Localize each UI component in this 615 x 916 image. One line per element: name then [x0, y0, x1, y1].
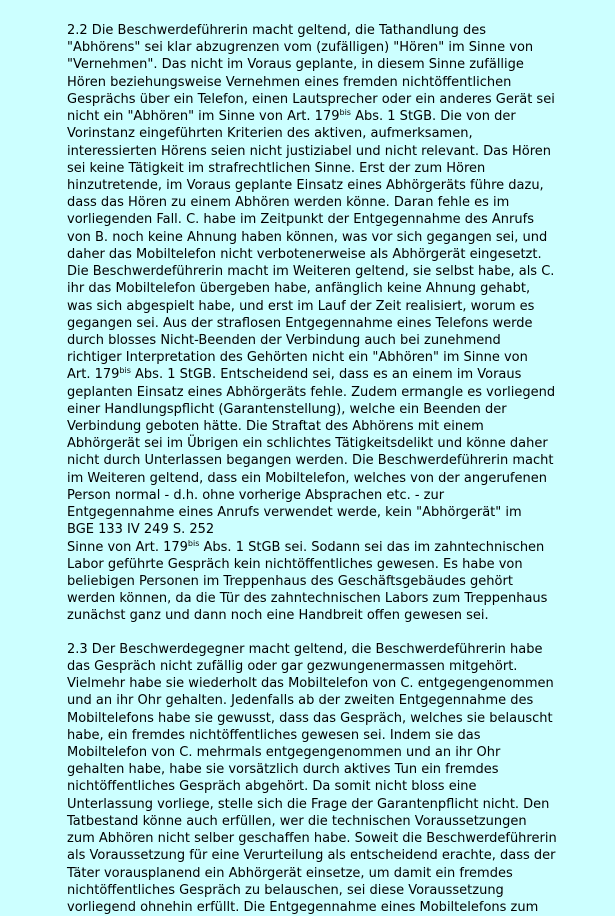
text-line: vorliegend ohnehin erfüllt. Die Entgegennahme eines Mobiltelefons zum — [67, 899, 539, 915]
text-line: ihr das Mobiltelefon übergeben habe, anfänglich keine Ahnung gehabt, — [67, 281, 531, 297]
text-line: BGE 133 IV 249 S. 252 — [67, 522, 215, 538]
text-line: einer Handlungspflicht (Garantenstellung), welche ein Beenden der — [67, 401, 507, 417]
text-segment: Abs. 1 StGB. Entscheidend sei, dass es an einem im Voraus — [130, 367, 522, 383]
text-line: 2.2 Die Beschwerdeführerin macht geltend, die Tathandlung des — [67, 23, 487, 38]
text-line: zunächst ganz und dann noch eine Handbreit offen gewesen sei. — [67, 608, 489, 624]
text-line: Hören beziehungsweise Vernehmen eines fremden nichtöffentlichen — [67, 74, 512, 90]
text-line: Entgegennahme eines Anrufs verwendet werde, kein "Abhörgerät" im — [67, 505, 522, 521]
text-line — [67, 366, 537, 383]
text-line: Mobiltelefons habe sie gewusst, dass das Gespräch, welches sie belauscht — [67, 710, 553, 726]
text-segment: Sinne von Art. 179 — [67, 539, 188, 555]
paragraph-2-3 — [67, 641, 557, 916]
text-line: 2.3 Der Beschwerdegegner macht geltend, die Beschwerdeführerin habe — [67, 641, 543, 657]
text-line: nicht durch Unterlassen begangen werden. Die Beschwerdeführerin macht — [67, 453, 554, 469]
text-line: Tatbestand könne auch erfüllen, wer die technischen Voraussetzungen — [67, 813, 527, 829]
text-line: gegangen sei. Aus der straflosen Entgegennahme eines Telefons werde — [67, 315, 533, 331]
text-line: was sich abgespielt habe, und erst im Lauf der Zeit realisiert, worum es — [67, 298, 535, 314]
superscript: bis — [119, 366, 131, 376]
text-line: von B. noch keine Ahnung haben können, was vor sich gegangen sei, und — [67, 229, 548, 245]
paragraph-2-2 — [67, 22, 556, 625]
text-line: Labor geführte Gespräch kein nichtöffentliches gewesen. Es habe von — [67, 556, 523, 572]
top-margin — [67, 0, 537, 22]
text-line: im Weiteren geltend, dass ein Mobiltelefon, welches von der angerufenen — [67, 470, 547, 486]
text-line: sei keine Tätigkeit im strafrechtlichen Sinne. Erst der zum Hören — [67, 160, 486, 176]
text-segment: Abs. 1 StGB sei. Sodann sei das im zahntechnischen — [199, 539, 545, 555]
text-line: werden können, da die Tür des zahntechnischen Labors zum Treppenhaus — [67, 591, 548, 607]
text-line: habe, ein fremdes nichtöffentliches gewesen sei. Indem sie das — [67, 727, 481, 743]
paragraph-gap — [67, 625, 537, 641]
text-segment: Abs. 1 StGB. Die von der — [350, 109, 516, 125]
text-segment: Art. 179 — [67, 367, 120, 383]
superscript: bis — [187, 538, 200, 548]
document-page — [67, 0, 557, 916]
text-line: und an ihr Ohr gehalten. Jedenfalls ab der zweiten Entgegennahme des — [67, 693, 534, 709]
text-line: interessierten Hörens seien nicht justiziabel und nicht relevant. Das Hören — [67, 143, 552, 159]
text-line: beliebigen Personen im Treppenhaus des Geschäftsgebäudes gehört — [67, 574, 513, 589]
text-line — [67, 108, 537, 125]
text-line: Unterlassung vorliege, stelle sich die Frage der Garantenpflicht nicht. Den — [67, 796, 550, 812]
text-line: geplanten Einsatz eines Abhörgeräts fehle. Zudem ermangle es vorliegend — [67, 384, 556, 400]
text-line: zum Abhören nicht selber geschaffen habe. Soweit die Beschwerdeführerin — [67, 831, 557, 847]
text-segment: nicht ein "Abhören" im Sinne von Art. 179 — [67, 109, 340, 125]
text-line: "Abhörens" sei klar abzugrenzen vom (zufälligen) "Hören" im Sinne von — [67, 40, 534, 56]
text-line: Person normal - d.h. ohne vorherige Absprachen etc. - zur — [67, 487, 445, 503]
text-line: vorliegenden Fall. C. habe im Zeitpunkt der Entgegennahme des Anrufs — [67, 212, 534, 228]
text-line: hinzutretende, im Voraus geplante Einsatz eines Abhörgeräts führe dazu, — [67, 177, 544, 193]
text-line: das Gespräch nicht zufällig oder gar gezwungenermassen mitgehört. — [67, 658, 518, 674]
text-line: nichtöffentliches Gespräch zu belauschen, sei diese Voraussetzung — [67, 882, 504, 898]
text-line: Vorinstanz eingeführten Kriterien des aktiven, aufmerksamen, — [67, 126, 473, 142]
text-line: daher das Mobiltelefon nicht verbotenerweise als Abhörgerät eingesetzt. — [67, 246, 542, 262]
text-line: Mobiltelefon von C. mehrmals entgegengenommen und an ihr Ohr — [67, 744, 501, 760]
text-line: als Voraussetzung für eine Verurteilung als entscheidend erachte, dass der — [67, 848, 556, 864]
text-line: gehalten habe, habe sie vorsätzlich durch aktives Tun ein fremdes — [67, 762, 499, 778]
text-line: Gesprächs über ein Telefon, einen Lautsprecher oder ein anderes Gerät sei — [67, 91, 555, 107]
text-line: "Vernehmen". Das nicht im Voraus geplante, in diesem Sinne zufällige — [67, 57, 524, 73]
text-line: dass das Hören zu einem Abhören werden könne. Daran fehle es im — [67, 195, 510, 211]
text-line: Täter vorausplanend ein Abhörgerät einsetze, um damit ein fremdes — [67, 865, 513, 881]
text-line: Vielmehr habe sie wiederholt das Mobiltelefon von C. entgegengenommen — [67, 676, 554, 692]
text-line: Abhörgerät sei im Übrigen ein schlichtes Tätigkeitsdelikt und könne daher — [67, 436, 548, 452]
text-line: Verbindung geboten hätte. Die Straftat des Abhörens mit einem — [67, 419, 484, 435]
text-line: Die Beschwerdeführerin macht im Weiteren geltend, sie selbst habe, als C. — [67, 264, 555, 280]
text-line: nichtöffentliches Gespräch abgehört. Da somit nicht bloss eine — [67, 779, 477, 795]
superscript: bis — [339, 108, 351, 118]
text-line: durch blosses Nicht-Beenden der Verbindung auch bei zunehmend — [67, 332, 501, 348]
text-line — [67, 538, 545, 556]
text-line: richtiger Interpretation des Gehörten nicht ein "Abhören" im Sinne von — [67, 350, 528, 366]
